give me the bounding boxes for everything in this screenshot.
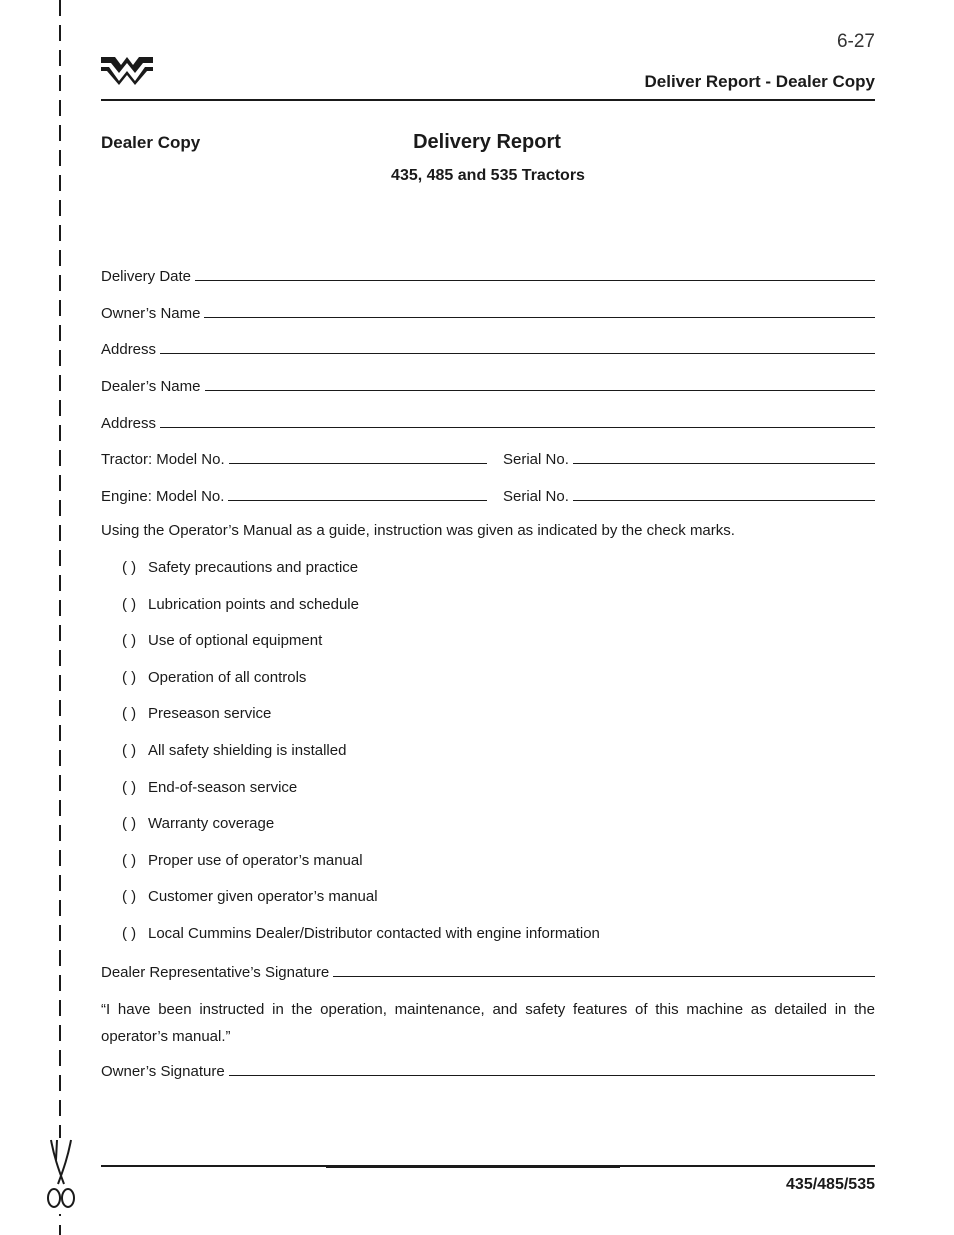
dealers-name-line[interactable] [205, 389, 876, 391]
engine-serial-field[interactable] [503, 483, 875, 505]
cut-line [59, 0, 61, 1235]
engine-model-line[interactable] [228, 499, 487, 501]
checklist-item[interactable] [122, 742, 346, 759]
dealers-name-label: Dealer’s Name [101, 378, 201, 395]
checkbox[interactable]: ( ) [122, 852, 137, 869]
checkbox[interactable]: ( ) [122, 559, 137, 576]
checkbox[interactable]: ( ) [122, 815, 137, 832]
dealers-name-field[interactable] [101, 373, 875, 395]
owner-address-field[interactable] [101, 336, 875, 358]
delivery-date-field[interactable] [101, 263, 875, 285]
tractor-serial-label: Serial No. [503, 451, 569, 468]
checkbox[interactable]: ( ) [122, 925, 137, 942]
checklist-item[interactable] [122, 705, 271, 722]
header-rule [101, 99, 875, 101]
checklist-item[interactable] [122, 888, 378, 905]
engine-model-field[interactable] [101, 483, 487, 505]
dealer-signature-line[interactable] [333, 975, 875, 977]
checklist-item[interactable] [122, 669, 306, 686]
instruction-text: Using the Operator’s Manual as a guide, instruction was given as indicated by the check marks. [101, 522, 735, 539]
tractor-serial-field[interactable] [503, 446, 875, 468]
checklist-item-label: End-of-season service [148, 779, 298, 796]
checklist-item[interactable] [122, 779, 297, 796]
footer-rule-accent [326, 1165, 620, 1168]
page-number: 6-27 [836, 31, 875, 52]
checkbox[interactable]: ( ) [122, 779, 137, 796]
engine-serial-line[interactable] [573, 499, 875, 501]
checklist-item-label: Safety precautions and practice [148, 559, 359, 576]
dealer-address-label: Address [101, 415, 157, 432]
checkbox[interactable]: ( ) [122, 669, 137, 686]
owners-name-field[interactable] [101, 300, 875, 322]
owner-address-line[interactable] [160, 352, 875, 354]
form-subtitle: 435, 485 and 535 Tractors [391, 167, 585, 184]
checklist-item[interactable] [122, 559, 358, 576]
checklist-item-label: Warranty coverage [148, 815, 275, 832]
checklist-item-label: Preseason service [148, 705, 272, 722]
engine-model-label: Engine: Model No. [101, 488, 225, 505]
owners-name-label: Owner’s Name [101, 305, 201, 322]
scissors-icon [44, 1138, 78, 1214]
owner-signature-line[interactable] [229, 1074, 875, 1076]
owner-address-label: Address [101, 341, 157, 358]
checklist-item[interactable] [122, 815, 274, 832]
copy-label: Dealer Copy [101, 133, 201, 152]
tractor-model-label: Tractor: Model No. [101, 451, 225, 468]
checklist-item-label: Proper use of operator’s manual [148, 852, 363, 869]
checklist-item-label: Lubrication points and schedule [148, 596, 359, 613]
section-title: Deliver Report - Dealer Copy [644, 72, 875, 91]
checklist-item-label: Operation of all controls [148, 669, 307, 686]
checklist-item-label: Local Cummins Dealer/Distributor contacted with engine information [148, 925, 600, 942]
checklist-item[interactable] [122, 852, 363, 869]
tractor-model-field[interactable] [101, 446, 487, 468]
engine-serial-label: Serial No. [503, 488, 569, 505]
dealer-address-line[interactable] [160, 426, 875, 428]
checklist-item[interactable] [122, 925, 600, 942]
footer-model-numbers: 435/485/535 [786, 1176, 875, 1193]
tractor-serial-line[interactable] [573, 462, 875, 464]
delivery-date-label: Delivery Date [101, 268, 192, 285]
delivery-date-line[interactable] [195, 279, 875, 281]
checklist-item[interactable] [122, 596, 359, 613]
dealer-address-field[interactable] [101, 410, 875, 432]
owners-name-line[interactable] [204, 316, 875, 318]
owner-signature-label: Owner’s Signature [101, 1063, 225, 1080]
dealer-signature-label: Dealer Representative’s Signature [101, 964, 330, 981]
checklist-item-label: All safety shielding is installed [148, 742, 347, 759]
checkbox[interactable]: ( ) [122, 632, 137, 649]
tractor-model-line[interactable] [229, 462, 487, 464]
checklist-item-label: Customer given operator’s manual [148, 888, 378, 905]
owner-statement: “I have been instructed in the operation, maintenance, and safety features of this machine as detailed in the operator’s manual.” [101, 1001, 875, 1045]
checkbox[interactable]: ( ) [122, 596, 137, 613]
checklist-item-label: Use of optional equipment [148, 632, 323, 649]
brand-logo [101, 55, 153, 85]
checklist-item[interactable] [122, 632, 322, 649]
owner-signature-field[interactable] [101, 1058, 875, 1080]
checkbox[interactable]: ( ) [122, 888, 137, 905]
dealer-signature-field[interactable] [101, 959, 875, 981]
form-title: Delivery Report [413, 131, 561, 153]
checkbox[interactable]: ( ) [122, 742, 137, 759]
checkbox[interactable]: ( ) [122, 705, 137, 722]
